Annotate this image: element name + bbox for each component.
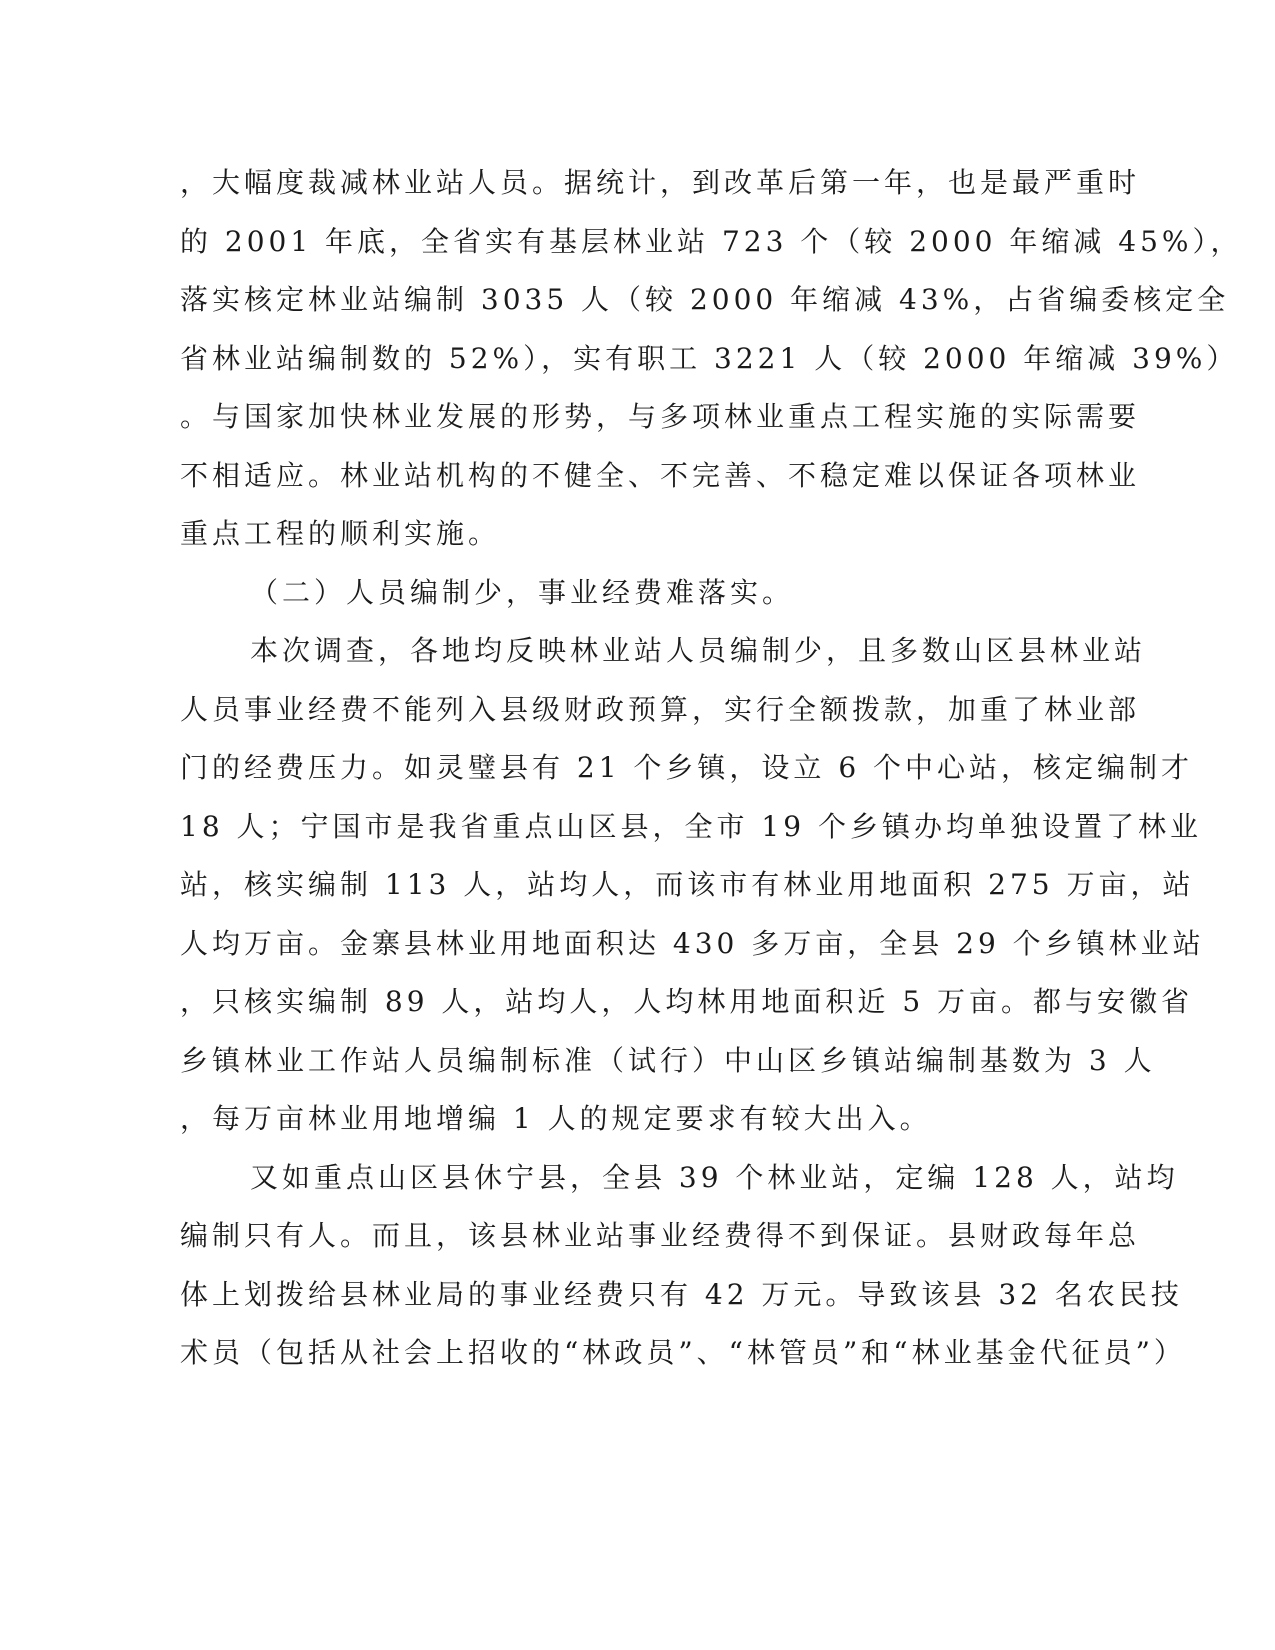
text-line: ，每万亩林业用地增编 1 人的规定要求有较大出入。 xyxy=(180,1102,932,1135)
text-line: 落实核定林业站编制 3035 人（较 2000 年缩减 43%，占省编委核定全 xyxy=(180,283,1230,316)
text-line: 不相适应。林业站机构的不健全、不完善、不稳定难以保证各项林业 xyxy=(180,458,1141,492)
text-line: 。与国家加快林业发展的形势，与多项林业重点工程实施的实际需要 xyxy=(180,400,1141,433)
text-line: 人均万亩。金寨县林业用地面积达 430 多万亩，全县 29 个乡镇林业站 xyxy=(180,926,1205,960)
text-line: 重点工程的顺利实施。 xyxy=(180,517,501,550)
body-text xyxy=(180,163,1243,1392)
text-line: 术员（包括从社会上招收的“林政员”、“林管员”和“林业基金代征员”） xyxy=(180,1336,1186,1369)
text-line: ，只核实编制 89 人，站均人，人均林用地面积近 5 万亩。都与安徽省 xyxy=(180,985,1194,1018)
text-line: 体上划拨给县林业局的事业经费只有 42 万元。导致该县 32 名农民技 xyxy=(180,1277,1183,1311)
text-line: 省林业站编制数的 52%），实有职工 3221 人（较 2000 年缩减 39%） xyxy=(180,341,1239,375)
text-line: 乡镇林业工作站人员编制标准（试行）中山区乡镇站编制基数为 3 人 xyxy=(180,1043,1156,1077)
text-line: 人员事业经费不能列入县级财政预算，实行全额拨款，加重了林业部 xyxy=(180,692,1141,726)
text-line: 站，核实编制 113 人，站均人，而该市有林业用地面积 275 万亩，站 xyxy=(180,868,1195,901)
text-line: 本次调查，各地均反映林业站人员编制少，且多数山区县林业站 xyxy=(250,634,1147,667)
text-line: 的 2001 年底，全省实有基层林业站 723 个（较 2000 年缩减 45%）， xyxy=(180,224,1243,258)
text-line: （二）人员编制少，事业经费难落实。 xyxy=(250,575,795,609)
text-line: 18 人；宁国市是我省重点山区县，全市 19 个乡镇办均单独设置了林业 xyxy=(180,809,1202,843)
text-line: 门的经费压力。如灵璧县有 21 个乡镇，设立 6 个中心站，核定编制才 xyxy=(180,751,1194,784)
text-line: ，大幅度裁减林业站人员。据统计，到改革后第一年，也是最严重时 xyxy=(180,166,1141,199)
text-line: 又如重点山区县休宁县，全县 39 个林业站，定编 128 人，站均 xyxy=(250,1160,1179,1194)
text-line: 编制只有人。而且，该县林业站事业经费得不到保证。县财政每年总 xyxy=(180,1219,1141,1252)
